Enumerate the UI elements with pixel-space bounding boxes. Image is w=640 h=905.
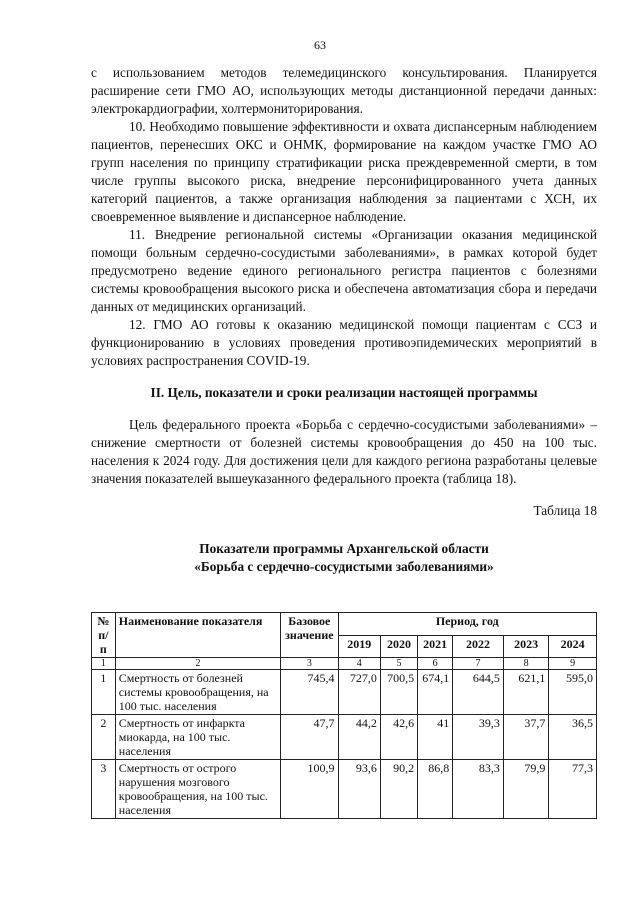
year-value: 39,3 <box>453 715 504 760</box>
indicator-name: Смертность от болезней системы кровообращения, на 100 тыс. населения <box>115 670 280 715</box>
paragraph: 11. Внедрение региональной системы «Организации оказания медицинской помощи больным сердечно-сосудистыми заболеваниями», в рамках которой будет предусмотрено ведение единого регионального регистра пациентов с болезнями системы кровообращения высокого риска и обеспечена автоматизация сбора и передачи данных от медицинских организаций. <box>91 227 597 314</box>
year-value: 36,5 <box>549 715 597 760</box>
year-value: 644,5 <box>453 670 504 715</box>
table-row <box>92 760 597 819</box>
year-value: 83,3 <box>453 760 504 819</box>
table-title-line2: «Борьба с сердечно-сосудистыми заболеваниями» <box>194 559 494 574</box>
header-year: 2022 <box>453 635 504 658</box>
document-body <box>91 64 597 819</box>
header-indicator-name: Наименование показателя <box>115 613 280 658</box>
year-value: 42,6 <box>380 715 417 760</box>
table-header-row <box>92 613 597 636</box>
header-year: 2020 <box>380 635 417 658</box>
header-period: Период, год <box>338 613 596 636</box>
row-number: 1 <box>92 670 116 715</box>
header-year: 2024 <box>549 635 597 658</box>
column-index: 8 <box>503 658 548 670</box>
year-value: 41 <box>418 715 453 760</box>
year-value: 595,0 <box>549 670 597 715</box>
table-title <box>91 540 597 576</box>
year-value: 79,9 <box>503 760 548 819</box>
base-value: 745,4 <box>281 670 338 715</box>
table-row <box>92 670 597 715</box>
header-year: 2023 <box>503 635 548 658</box>
column-index: 2 <box>115 658 280 670</box>
column-index: 9 <box>549 658 597 670</box>
base-value: 47,7 <box>281 715 338 760</box>
header-year: 2019 <box>338 635 380 658</box>
year-value: 700,5 <box>380 670 417 715</box>
page-number: 63 <box>314 38 326 52</box>
paragraph: 10. Необходимо повышение эффективности и охвата диспансерным наблюдением пациентов, перенесших ОКС и ОНМК, формирование на каждом участке ГМО АО групп населения по принципу стратификации риска преждевременной смерти, в том числе группы высокого риска, внедрение персонифицированного учета данных категорий пациентов, а также организация наблюдения за пациентами с ХСН, их своевременное выявление и диспансерное наблюдение. <box>91 119 597 224</box>
column-index: 6 <box>418 658 453 670</box>
section-heading: II. Цель, показатели и сроки реализации настоящей программы <box>150 385 538 400</box>
column-index: 1 <box>92 658 116 670</box>
table-row <box>92 715 597 760</box>
header-number: № п/п <box>92 613 116 658</box>
base-value: 100,9 <box>281 760 338 819</box>
header-base-value: Базовое значение <box>281 613 338 658</box>
header-year: 2021 <box>418 635 453 658</box>
year-value: 90,2 <box>380 760 417 819</box>
year-value: 37,7 <box>503 715 548 760</box>
goal-paragraph: Цель федерального проекта «Борьба с сердечно-сосудистыми заболеваниями» – снижение смертности от болезней системы кровообращения до 450 на 100 тыс. населения к 2024 году. Для достижения цели для каждого региона разработаны целевые значения показателей вышеуказанного федерального проекта (таблица 18). <box>91 417 597 486</box>
row-number: 3 <box>92 760 116 819</box>
paragraph: с использованием методов телемедицинского консультирования. Планируется расширение сети ГМО АО, использующих методы дистанционной передачи данных: электрокардиографии, холтермониторирования. <box>91 65 597 116</box>
indicator-name: Смертность от инфаркта миокарда, на 100 тыс. населения <box>115 715 280 760</box>
column-index-row <box>92 658 597 670</box>
year-value: 86,8 <box>418 760 453 819</box>
paragraph: 12. ГМО АО готовы к оказанию медицинской помощи пациентам с ССЗ и функционированию в условиях проведения противоэпидемических мероприятий в условиях распространения COVID-19. <box>91 317 597 368</box>
year-value: 77,3 <box>549 760 597 819</box>
indicator-name: Смертность от острого нарушения мозгового кровообращения, на 100 тыс. населения <box>115 760 280 819</box>
year-value: 44,2 <box>338 715 380 760</box>
column-index: 7 <box>453 658 504 670</box>
year-value: 621,1 <box>503 670 548 715</box>
table-label: Таблица 18 <box>533 503 597 518</box>
table-title-line1: Показатели программы Архангельской области <box>199 541 489 556</box>
year-value: 674,1 <box>418 670 453 715</box>
row-number: 2 <box>92 715 116 760</box>
year-value: 727,0 <box>338 670 380 715</box>
indicators-table <box>91 612 597 819</box>
year-value: 93,6 <box>338 760 380 819</box>
column-index: 4 <box>338 658 380 670</box>
column-index: 5 <box>380 658 417 670</box>
column-index: 3 <box>281 658 338 670</box>
